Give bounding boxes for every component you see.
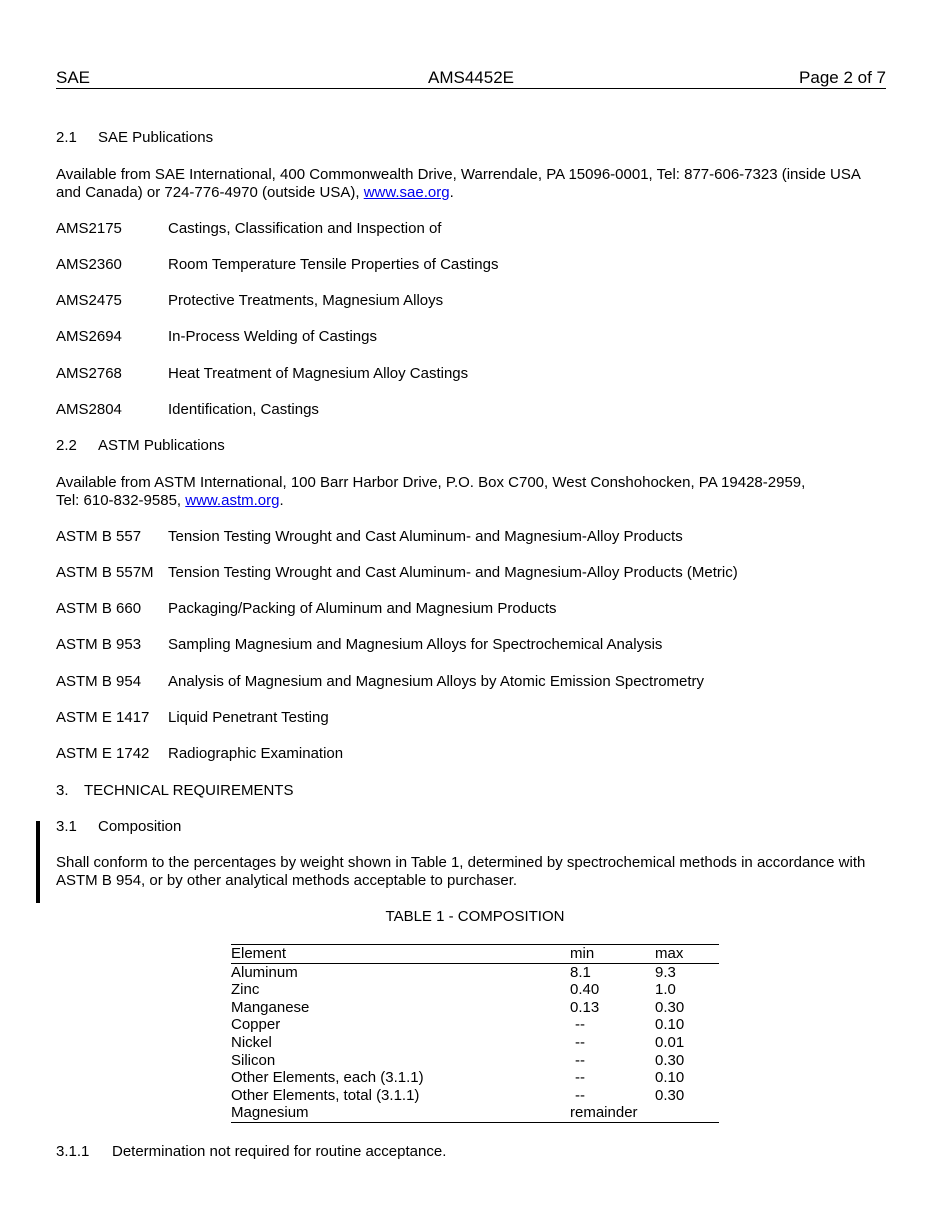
cell-max: 0.30	[655, 998, 685, 1016]
cell-min: 0.13	[570, 998, 600, 1016]
table-row	[231, 1034, 719, 1052]
reference-title: Analysis of Magnesium and Magnesium Alloys by Atomic Emission Spectrometry	[168, 673, 705, 690]
paragraph-line: Available from ASTM International, 100 Barr Harbor Drive, P.O. Box C700, West Conshohocken, PA 19428-2959,	[56, 474, 806, 491]
reference-code: AMS2694	[56, 328, 122, 345]
reference-row	[56, 600, 557, 618]
section-3-1-1	[56, 1143, 446, 1161]
reference-title: Sampling Magnesium and Magnesium Alloys for Spectrochemical Analysis	[168, 636, 663, 653]
table-row	[231, 1052, 719, 1070]
reference-code: AMS2475	[56, 292, 122, 309]
reference-title: Protective Treatments, Magnesium Alloys	[168, 292, 444, 309]
table-row	[231, 1087, 719, 1105]
cell-element: Nickel	[231, 1033, 272, 1051]
table-row	[231, 1104, 719, 1122]
table-row	[231, 999, 719, 1017]
header-page-number: Page 2 of 7	[799, 68, 886, 87]
page-header	[56, 68, 886, 89]
reference-title: Tension Testing Wrought and Cast Aluminum- and Magnesium-Alloy Products (Metric)	[168, 564, 738, 581]
table-header-row	[231, 945, 719, 964]
astm-website-link[interactable]: www.astm.org	[185, 492, 280, 509]
cell-min: --	[575, 1086, 585, 1104]
section-2-2-heading	[56, 437, 225, 455]
paragraph-line: Shall conform to the percentages by weight shown in Table 1, determined by spectrochemical methods in accordance with	[56, 854, 866, 871]
cell-max: 0.30	[655, 1086, 685, 1104]
table-caption: TABLE 1 - COMPOSITION	[385, 908, 565, 925]
reference-code: ASTM E 1742	[56, 745, 150, 762]
composition-table	[231, 944, 719, 1123]
reference-title: Heat Treatment of Magnesium Alloy Castings	[168, 365, 469, 382]
section-title: TECHNICAL REQUIREMENTS	[84, 782, 294, 799]
section-number: 3.1	[56, 818, 77, 835]
section-title: ASTM Publications	[98, 437, 225, 454]
cell-max: 0.10	[655, 1069, 685, 1087]
section-3-heading	[56, 782, 293, 800]
cell-min: --	[575, 1033, 585, 1051]
reference-title: Radiographic Examination	[168, 745, 344, 762]
reference-code: AMS2360	[56, 256, 122, 273]
section-number: 2.2	[56, 437, 77, 454]
cell-element: Copper	[231, 1016, 281, 1034]
reference-title: Packaging/Packing of Aluminum and Magnesium Products	[168, 600, 557, 617]
column-header-min: min	[570, 945, 595, 962]
sae-website-link[interactable]: www.sae.org	[363, 184, 450, 201]
cell-min: 8.1	[570, 963, 591, 981]
reference-title: Liquid Penetrant Testing	[168, 709, 329, 726]
reference-title: Room Temperature Tensile Properties of Castings	[168, 256, 499, 273]
paragraph-text: .	[279, 492, 284, 509]
reference-row	[56, 220, 441, 238]
reference-code: ASTM B 660	[56, 600, 142, 617]
paragraph-text: .	[449, 184, 454, 201]
reference-row	[56, 564, 738, 582]
cell-element: Zinc	[231, 981, 260, 999]
reference-code: ASTM B 557	[56, 528, 142, 545]
reference-code: AMS2804	[56, 401, 122, 418]
reference-row	[56, 528, 683, 546]
table-row	[231, 1016, 719, 1034]
reference-title: In-Process Welding of Castings	[168, 328, 377, 345]
reference-code: AMS2768	[56, 365, 122, 382]
astm-availability-paragraph	[56, 474, 894, 510]
paragraph-line	[56, 184, 894, 202]
cell-min: remainder	[570, 1104, 638, 1122]
section-2-1-heading	[56, 129, 213, 147]
reference-row	[56, 709, 329, 727]
header-doc-number: AMS4452E	[428, 68, 514, 87]
reference-row	[56, 673, 704, 691]
cell-min: 0.40	[570, 981, 600, 999]
section-title: Composition	[98, 818, 182, 835]
section-number: 3.	[56, 782, 69, 799]
reference-row	[56, 636, 662, 654]
header-org: SAE	[56, 68, 91, 87]
cell-max: 9.3	[655, 963, 676, 981]
cell-element: Manganese	[231, 998, 310, 1016]
reference-code: AMS2175	[56, 220, 122, 237]
cell-max	[655, 1104, 719, 1122]
reference-row	[56, 256, 498, 274]
reference-title: Tension Testing Wrought and Cast Aluminum- and Magnesium-Alloy Products	[168, 528, 683, 545]
paragraph-line	[56, 492, 894, 510]
table-row	[231, 981, 719, 999]
cell-element: Other Elements, total (3.1.1)	[231, 1086, 420, 1104]
column-header-element: Element	[231, 945, 287, 962]
reference-row	[56, 745, 343, 763]
section-text: Determination not required for routine acceptance.	[112, 1143, 447, 1160]
sae-availability-paragraph	[56, 166, 894, 202]
paragraph-line: Available from SAE International, 400 Commonwealth Drive, Warrendale, PA 15096-0001, Tel: 877-606-7323 (inside USA	[56, 166, 861, 183]
reference-row	[56, 365, 468, 383]
table-row	[231, 1069, 719, 1087]
cell-max: 0.30	[655, 1051, 685, 1069]
cell-element: Other Elements, each (3.1.1)	[231, 1069, 424, 1087]
reference-row	[56, 401, 319, 419]
section-3-1-heading	[56, 818, 181, 836]
reference-title: Castings, Classification and Inspection of	[168, 220, 442, 237]
cell-min: --	[575, 1016, 585, 1034]
cell-element: Silicon	[231, 1051, 276, 1069]
cell-element: Magnesium	[231, 1104, 309, 1122]
column-header-max: max	[655, 945, 684, 962]
reference-code: ASTM B 557M	[56, 564, 154, 581]
reference-code: ASTM B 954	[56, 673, 142, 690]
paragraph-text: Tel: 610-832-9585,	[56, 492, 186, 509]
cell-max: 0.01	[655, 1033, 685, 1051]
cell-element: Aluminum	[231, 963, 298, 981]
reference-code: ASTM B 953	[56, 636, 142, 653]
reference-code: ASTM E 1417	[56, 709, 150, 726]
section-title: SAE Publications	[98, 129, 214, 146]
reference-title: Identification, Castings	[168, 401, 319, 418]
cell-max: 0.10	[655, 1016, 685, 1034]
revision-change-bar	[36, 821, 40, 903]
cell-max: 1.0	[655, 981, 676, 999]
reference-row	[56, 328, 377, 346]
table-row	[231, 963, 719, 981]
reference-row	[56, 292, 443, 310]
section-number: 3.1.1	[56, 1143, 90, 1160]
paragraph-text: and Canada) or 724-776-4970 (outside USA),	[56, 184, 364, 201]
cell-min: --	[575, 1069, 585, 1087]
paragraph-line: ASTM B 954, or by other analytical methods acceptable to purchaser.	[56, 872, 518, 889]
composition-paragraph	[56, 854, 894, 890]
cell-min: --	[575, 1051, 585, 1069]
section-number: 2.1	[56, 129, 77, 146]
